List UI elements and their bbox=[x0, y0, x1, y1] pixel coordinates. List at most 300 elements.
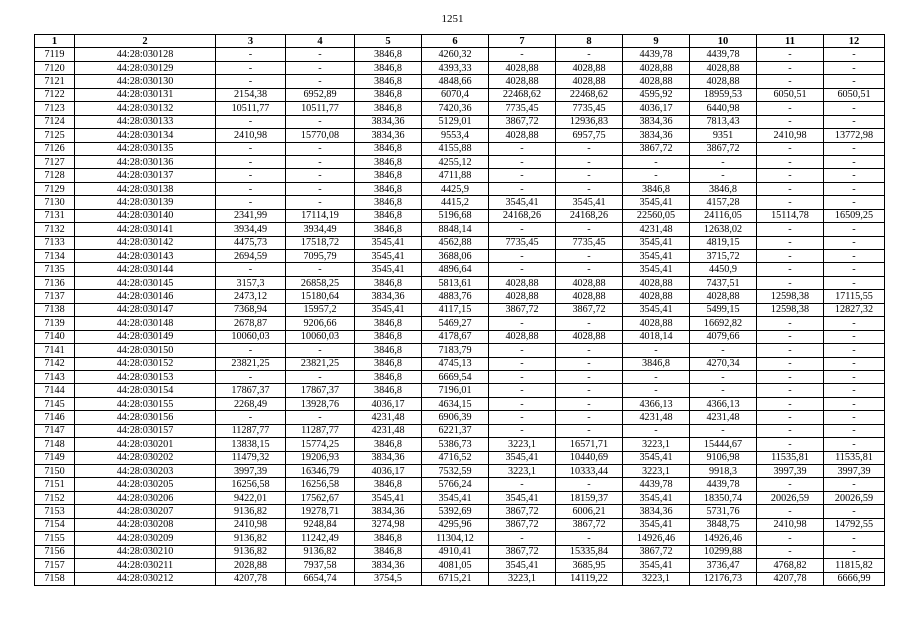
table-row bbox=[35, 209, 885, 222]
table-cell: 4028,88 bbox=[489, 330, 556, 343]
table-cell: 13838,15 bbox=[216, 438, 286, 451]
table-cell: 3545,41 bbox=[355, 303, 422, 316]
table-cell: 44:28:030134 bbox=[75, 129, 216, 142]
table-cell: 6440,98 bbox=[690, 102, 757, 115]
table-cell: - bbox=[216, 182, 286, 195]
table-cell: 12598,38 bbox=[757, 290, 824, 303]
table-cell: 3834,36 bbox=[355, 115, 422, 128]
table-cell: 4634,15 bbox=[422, 397, 489, 410]
table-cell: 14792,55 bbox=[824, 518, 885, 531]
table-cell: 44:28:030149 bbox=[75, 330, 216, 343]
table-cell: 2694,59 bbox=[216, 250, 286, 263]
table-cell: 44:28:030209 bbox=[75, 532, 216, 545]
table-cell: 17867,37 bbox=[216, 384, 286, 397]
table-cell: 44:28:030140 bbox=[75, 209, 216, 222]
table-cell: 44:28:030148 bbox=[75, 317, 216, 330]
table-cell: 3846,8 bbox=[355, 357, 422, 370]
table-cell: 7145 bbox=[35, 397, 75, 410]
table-cell: - bbox=[556, 142, 623, 155]
column-header: 5 bbox=[355, 35, 422, 48]
table-cell: 44:28:030128 bbox=[75, 48, 216, 61]
table-cell: 3846,8 bbox=[690, 182, 757, 195]
table-cell: - bbox=[556, 357, 623, 370]
table-cell: - bbox=[757, 545, 824, 558]
column-header: 2 bbox=[75, 35, 216, 48]
table-cell: - bbox=[286, 411, 355, 424]
table-cell: 7368,94 bbox=[216, 303, 286, 316]
table-cell: 3223,1 bbox=[623, 438, 690, 451]
table-cell: 3846,8 bbox=[355, 545, 422, 558]
table-cell: - bbox=[757, 182, 824, 195]
table-cell: 3846,8 bbox=[623, 182, 690, 195]
table-cell: 7123 bbox=[35, 102, 75, 115]
table-cell: - bbox=[824, 317, 885, 330]
table-cell: - bbox=[824, 102, 885, 115]
table-cell: 7130 bbox=[35, 196, 75, 209]
table-cell: - bbox=[216, 48, 286, 61]
table-cell: 12598,38 bbox=[757, 303, 824, 316]
table-cell: 4439,78 bbox=[623, 48, 690, 61]
table-cell: 5469,27 bbox=[422, 317, 489, 330]
table-cell: - bbox=[757, 344, 824, 357]
table-cell: 9206,66 bbox=[286, 317, 355, 330]
table-cell: 3846,8 bbox=[355, 370, 422, 383]
table-row bbox=[35, 102, 885, 115]
table-cell: 5766,24 bbox=[422, 478, 489, 491]
table-cell: 3867,72 bbox=[489, 303, 556, 316]
table-cell: 44:28:030141 bbox=[75, 223, 216, 236]
table-cell: 7154 bbox=[35, 518, 75, 531]
table-cell: - bbox=[489, 370, 556, 383]
table-cell: 4270,34 bbox=[690, 357, 757, 370]
table-cell: 2410,98 bbox=[216, 129, 286, 142]
table-cell: 44:28:030147 bbox=[75, 303, 216, 316]
table-cell: 7152 bbox=[35, 491, 75, 504]
table-cell: 44:28:030205 bbox=[75, 478, 216, 491]
table-row bbox=[35, 330, 885, 343]
table-cell: 7437,51 bbox=[690, 276, 757, 289]
table-row bbox=[35, 169, 885, 182]
table-cell: - bbox=[556, 317, 623, 330]
table-cell: 4231,48 bbox=[355, 411, 422, 424]
table-cell: 4028,88 bbox=[623, 317, 690, 330]
table-cell: - bbox=[556, 169, 623, 182]
table-cell: 9136,82 bbox=[216, 532, 286, 545]
table-cell: 3997,39 bbox=[216, 465, 286, 478]
table-row bbox=[35, 451, 885, 464]
table-cell: 7126 bbox=[35, 142, 75, 155]
table-cell: 3545,41 bbox=[623, 196, 690, 209]
table-cell: 24116,05 bbox=[690, 209, 757, 222]
table-cell: 7136 bbox=[35, 276, 75, 289]
table-cell: 7146 bbox=[35, 411, 75, 424]
table-cell: 6952,89 bbox=[286, 88, 355, 101]
table-cell: 5196,68 bbox=[422, 209, 489, 222]
table-cell: 3545,41 bbox=[623, 303, 690, 316]
table-cell: 3545,41 bbox=[355, 250, 422, 263]
table-cell: 22560,05 bbox=[623, 209, 690, 222]
table-cell: 7147 bbox=[35, 424, 75, 437]
table-row bbox=[35, 263, 885, 276]
table-cell: 15180,64 bbox=[286, 290, 355, 303]
table-cell: 3867,72 bbox=[489, 545, 556, 558]
table-cell: 7142 bbox=[35, 357, 75, 370]
table-cell: 6221,37 bbox=[422, 424, 489, 437]
table-cell: 10511,77 bbox=[216, 102, 286, 115]
table-cell: 4178,67 bbox=[422, 330, 489, 343]
table-cell: - bbox=[757, 330, 824, 343]
table-cell: 7120 bbox=[35, 61, 75, 74]
table-cell: 3545,41 bbox=[489, 196, 556, 209]
table-cell: - bbox=[489, 424, 556, 437]
table-cell: 3867,72 bbox=[489, 505, 556, 518]
data-table bbox=[34, 34, 885, 586]
table-cell: 10060,03 bbox=[216, 330, 286, 343]
table-cell: 44:28:030201 bbox=[75, 438, 216, 451]
table-cell: 4475,73 bbox=[216, 236, 286, 249]
table-cell: 44:28:030202 bbox=[75, 451, 216, 464]
table-cell: 3846,8 bbox=[355, 102, 422, 115]
table-cell: 3834,36 bbox=[355, 559, 422, 572]
table-cell: - bbox=[623, 169, 690, 182]
table-cell: 7735,45 bbox=[489, 236, 556, 249]
table-cell: 44:28:030143 bbox=[75, 250, 216, 263]
table-cell: 7156 bbox=[35, 545, 75, 558]
table-cell: - bbox=[757, 370, 824, 383]
table-cell: 4450,9 bbox=[690, 263, 757, 276]
table-cell: 4028,88 bbox=[489, 75, 556, 88]
table-cell: 3867,72 bbox=[690, 142, 757, 155]
table-cell: 3846,8 bbox=[355, 88, 422, 101]
table-cell: 3846,8 bbox=[355, 223, 422, 236]
table-cell: 4028,88 bbox=[489, 276, 556, 289]
table-row bbox=[35, 196, 885, 209]
table-cell: - bbox=[556, 263, 623, 276]
table-cell: - bbox=[489, 532, 556, 545]
table-cell: 12936,83 bbox=[556, 115, 623, 128]
table-cell: - bbox=[757, 196, 824, 209]
table-cell: - bbox=[824, 532, 885, 545]
table-cell: 3834,36 bbox=[623, 505, 690, 518]
table-cell: 3846,8 bbox=[355, 48, 422, 61]
table-cell: 2154,38 bbox=[216, 88, 286, 101]
table-cell: 17115,55 bbox=[824, 290, 885, 303]
table-cell: 16256,58 bbox=[286, 478, 355, 491]
table-cell: 44:28:030135 bbox=[75, 142, 216, 155]
table-cell: - bbox=[286, 263, 355, 276]
table-cell: 44:28:030156 bbox=[75, 411, 216, 424]
table-cell: - bbox=[489, 384, 556, 397]
table-cell: 15335,84 bbox=[556, 545, 623, 558]
table-cell: - bbox=[757, 61, 824, 74]
table-cell: 5129,01 bbox=[422, 115, 489, 128]
table-cell: - bbox=[757, 155, 824, 168]
table-cell: 3223,1 bbox=[489, 572, 556, 585]
table-cell: 7150 bbox=[35, 465, 75, 478]
table-cell: 4028,88 bbox=[690, 290, 757, 303]
table-cell: - bbox=[556, 182, 623, 195]
table-cell: 4028,88 bbox=[489, 290, 556, 303]
table-cell: 7135 bbox=[35, 263, 75, 276]
table-cell: 2473,12 bbox=[216, 290, 286, 303]
table-cell: 5813,61 bbox=[422, 276, 489, 289]
table-row bbox=[35, 411, 885, 424]
table-row bbox=[35, 559, 885, 572]
page-number: 1251 bbox=[441, 13, 464, 25]
column-header: 7 bbox=[489, 35, 556, 48]
table-cell: 10333,44 bbox=[556, 465, 623, 478]
table-cell: 3846,8 bbox=[355, 182, 422, 195]
table-cell: 3223,1 bbox=[623, 465, 690, 478]
table-cell: 2341,99 bbox=[216, 209, 286, 222]
table-cell: 3736,47 bbox=[690, 559, 757, 572]
table-row bbox=[35, 88, 885, 101]
table-cell: 15114,78 bbox=[757, 209, 824, 222]
table-cell: 4366,13 bbox=[690, 397, 757, 410]
table-cell: 13928,76 bbox=[286, 397, 355, 410]
table-cell: - bbox=[623, 155, 690, 168]
table-cell: 9106,98 bbox=[690, 451, 757, 464]
table-row bbox=[35, 532, 885, 545]
table-cell: 16571,71 bbox=[556, 438, 623, 451]
table-cell: 3223,1 bbox=[489, 465, 556, 478]
table-cell: 16256,58 bbox=[216, 478, 286, 491]
table-cell: - bbox=[489, 478, 556, 491]
table-cell: - bbox=[556, 48, 623, 61]
column-header: 8 bbox=[556, 35, 623, 48]
table-cell: - bbox=[757, 424, 824, 437]
table-cell: - bbox=[286, 155, 355, 168]
table-cell: 3834,36 bbox=[355, 505, 422, 518]
table-cell: 7124 bbox=[35, 115, 75, 128]
table-cell: - bbox=[286, 196, 355, 209]
table-cell: 9553,4 bbox=[422, 129, 489, 142]
table-cell: - bbox=[690, 169, 757, 182]
table-row bbox=[35, 438, 885, 451]
table-cell: 9136,82 bbox=[216, 545, 286, 558]
column-header: 11 bbox=[757, 35, 824, 48]
table-cell: - bbox=[286, 75, 355, 88]
table-cell: 4439,78 bbox=[623, 478, 690, 491]
table-cell: 3545,41 bbox=[623, 559, 690, 572]
table-cell: 7127 bbox=[35, 155, 75, 168]
table-cell: 44:28:030136 bbox=[75, 155, 216, 168]
table-cell: - bbox=[757, 357, 824, 370]
table-cell: 2268,49 bbox=[216, 397, 286, 410]
table-cell: 9351 bbox=[690, 129, 757, 142]
table-cell: 3545,41 bbox=[422, 491, 489, 504]
table-cell: 7133 bbox=[35, 236, 75, 249]
table-cell: 7937,58 bbox=[286, 559, 355, 572]
table-cell: 4393,33 bbox=[422, 61, 489, 74]
table-row bbox=[35, 518, 885, 531]
table-cell: 3934,49 bbox=[216, 223, 286, 236]
table-cell: 7196,01 bbox=[422, 384, 489, 397]
table-cell: - bbox=[824, 545, 885, 558]
table-cell: - bbox=[757, 223, 824, 236]
table-cell: - bbox=[757, 102, 824, 115]
table-row bbox=[35, 142, 885, 155]
table-cell: - bbox=[286, 115, 355, 128]
table-cell: 44:28:030157 bbox=[75, 424, 216, 437]
table-cell: - bbox=[757, 142, 824, 155]
table-cell: 2410,98 bbox=[216, 518, 286, 531]
table-cell: 3846,8 bbox=[623, 357, 690, 370]
table-cell: 4745,13 bbox=[422, 357, 489, 370]
table-cell: 6957,75 bbox=[556, 129, 623, 142]
table-cell: 4595,92 bbox=[623, 88, 690, 101]
table-cell: - bbox=[824, 250, 885, 263]
table-cell: 16346,79 bbox=[286, 465, 355, 478]
table-cell: 11242,49 bbox=[286, 532, 355, 545]
table-row bbox=[35, 370, 885, 383]
table-cell: - bbox=[824, 142, 885, 155]
table-cell: 2410,98 bbox=[757, 518, 824, 531]
table-cell: 7532,59 bbox=[422, 465, 489, 478]
table-cell: 4028,88 bbox=[556, 290, 623, 303]
table-row bbox=[35, 182, 885, 195]
table-cell: 7132 bbox=[35, 223, 75, 236]
table-cell: 3545,41 bbox=[623, 263, 690, 276]
table-cell: - bbox=[286, 48, 355, 61]
table-cell: - bbox=[216, 115, 286, 128]
table-row bbox=[35, 545, 885, 558]
table-cell: 44:28:030207 bbox=[75, 505, 216, 518]
table-cell: 3846,8 bbox=[355, 438, 422, 451]
table-cell: - bbox=[824, 411, 885, 424]
table-cell: 7149 bbox=[35, 451, 75, 464]
table-cell: 13772,98 bbox=[824, 129, 885, 142]
table-row bbox=[35, 223, 885, 236]
table-cell: - bbox=[489, 155, 556, 168]
table-cell: - bbox=[824, 478, 885, 491]
table-cell: - bbox=[556, 384, 623, 397]
table-cell: - bbox=[690, 384, 757, 397]
table-cell: 12638,02 bbox=[690, 223, 757, 236]
table-cell: 15774,25 bbox=[286, 438, 355, 451]
table-cell: 3834,36 bbox=[355, 290, 422, 303]
table-cell: 18350,74 bbox=[690, 491, 757, 504]
table-cell: 19206,93 bbox=[286, 451, 355, 464]
table-cell: 6666,99 bbox=[824, 572, 885, 585]
table-cell: 2678,87 bbox=[216, 317, 286, 330]
table-cell: - bbox=[757, 505, 824, 518]
table-row bbox=[35, 397, 885, 410]
table-cell: 7095,79 bbox=[286, 250, 355, 263]
table-cell: - bbox=[757, 478, 824, 491]
table-cell: 6715,21 bbox=[422, 572, 489, 585]
table-cell: 3685,95 bbox=[556, 559, 623, 572]
table-cell: 3846,8 bbox=[355, 317, 422, 330]
table-cell: 11287,77 bbox=[286, 424, 355, 437]
table-cell: 23821,25 bbox=[216, 357, 286, 370]
table-cell: 3846,8 bbox=[355, 155, 422, 168]
table-cell: 7155 bbox=[35, 532, 75, 545]
table-cell: 4415,2 bbox=[422, 196, 489, 209]
table-cell: 7144 bbox=[35, 384, 75, 397]
table-cell: 3834,36 bbox=[623, 129, 690, 142]
table-row bbox=[35, 236, 885, 249]
table-cell: 7148 bbox=[35, 438, 75, 451]
table-cell: 7735,45 bbox=[556, 236, 623, 249]
table-cell: 7131 bbox=[35, 209, 75, 222]
table-cell: 3867,72 bbox=[623, 545, 690, 558]
table-cell: - bbox=[824, 397, 885, 410]
table-cell: 24168,26 bbox=[489, 209, 556, 222]
table-cell: 7129 bbox=[35, 182, 75, 195]
table-cell: - bbox=[216, 344, 286, 357]
table-cell: - bbox=[757, 115, 824, 128]
table-cell: 3545,41 bbox=[489, 559, 556, 572]
table-cell: - bbox=[216, 155, 286, 168]
table-cell: 4157,28 bbox=[690, 196, 757, 209]
table-cell: 3545,41 bbox=[623, 451, 690, 464]
table-cell: - bbox=[556, 424, 623, 437]
table-cell: 7153 bbox=[35, 505, 75, 518]
table-cell: 2410,98 bbox=[757, 129, 824, 142]
table-cell: - bbox=[286, 61, 355, 74]
table-cell: - bbox=[556, 223, 623, 236]
table-cell: 3834,36 bbox=[623, 115, 690, 128]
table-cell: - bbox=[757, 532, 824, 545]
table-cell: 4295,96 bbox=[422, 518, 489, 531]
table-row bbox=[35, 384, 885, 397]
table-cell: - bbox=[556, 411, 623, 424]
table-row bbox=[35, 290, 885, 303]
table-cell: - bbox=[824, 384, 885, 397]
table-cell: - bbox=[286, 142, 355, 155]
table-row bbox=[35, 505, 885, 518]
table-cell: - bbox=[489, 263, 556, 276]
table-cell: - bbox=[556, 250, 623, 263]
table-cell: 44:28:030152 bbox=[75, 357, 216, 370]
table-cell: 7139 bbox=[35, 317, 75, 330]
table-cell: - bbox=[216, 169, 286, 182]
table-cell: 19278,71 bbox=[286, 505, 355, 518]
table-cell: - bbox=[489, 169, 556, 182]
table-cell: - bbox=[757, 411, 824, 424]
table-cell: 3545,41 bbox=[556, 196, 623, 209]
table-cell: - bbox=[824, 263, 885, 276]
table-cell: - bbox=[757, 169, 824, 182]
table-cell: 44:28:030150 bbox=[75, 344, 216, 357]
table-row bbox=[35, 491, 885, 504]
table-cell: - bbox=[489, 397, 556, 410]
table-cell: - bbox=[556, 155, 623, 168]
table-cell: - bbox=[489, 317, 556, 330]
table-cell: - bbox=[489, 411, 556, 424]
table-cell: - bbox=[216, 75, 286, 88]
table-cell: 4207,78 bbox=[216, 572, 286, 585]
table-cell: - bbox=[286, 169, 355, 182]
table-cell: 3545,41 bbox=[623, 518, 690, 531]
table-cell: 6669,54 bbox=[422, 370, 489, 383]
table-row bbox=[35, 61, 885, 74]
table-cell: 17114,19 bbox=[286, 209, 355, 222]
table-cell: 44:28:030139 bbox=[75, 196, 216, 209]
table-cell: 10060,03 bbox=[286, 330, 355, 343]
table-cell: - bbox=[824, 182, 885, 195]
table-cell: 6906,39 bbox=[422, 411, 489, 424]
table-cell: 3846,8 bbox=[355, 532, 422, 545]
table-cell: 15444,67 bbox=[690, 438, 757, 451]
table-cell: 20026,59 bbox=[824, 491, 885, 504]
table-cell: 44:28:030145 bbox=[75, 276, 216, 289]
table-cell: 44:28:030154 bbox=[75, 384, 216, 397]
table-cell: 10440,69 bbox=[556, 451, 623, 464]
table-cell: 4883,76 bbox=[422, 290, 489, 303]
table-cell: 4231,48 bbox=[690, 411, 757, 424]
